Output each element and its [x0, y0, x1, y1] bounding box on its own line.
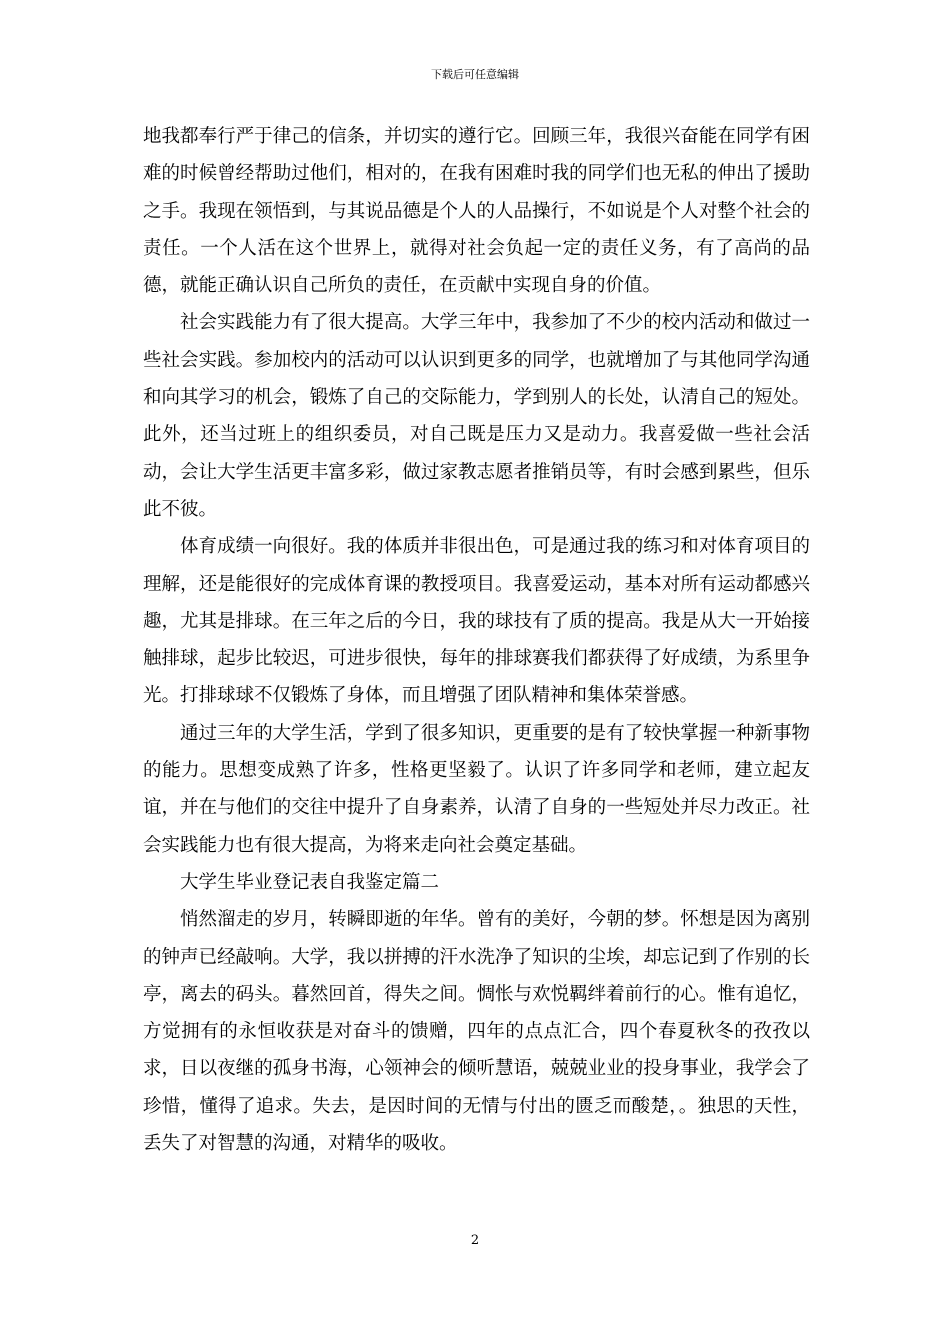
paragraph-reflection: 悄然溜走的岁月，转瞬即逝的年华。曾有的美好，今朝的梦。怀想是因为离别的钟声已经敲响。大学，我以拼搏的汗水洗净了知识的尘埃，却忘记到了作别的长亭，离去的码头。暮然回首，得失之间。惆怅与欢悦羁绊着前行的心。惟有追忆，方觉拥有的永恒收获是对奋斗的馈赠，四年的点点汇合，四个春夏秋冬的孜孜以求，日以夜继的孤身书海，心领神会的倾听慧语，兢兢业业的投身事业，我学会了珍惜，懂得了追求。失去，是因时间的无情与付出的匮乏而酸楚，。独思的天性，丢失了对智慧的沟通，对精华的吸收。: [143, 909, 810, 1155]
paragraph-sports: 体育成绩一向很好。我的体质并非很出色，可是通过我的练习和对体育项目的理解，还是能很好的完成体育课的教授项目。我喜爱运动，基本对所有运动都感兴趣，尤其是排球。在三年之后的今日，我的球技有了质的提高。我是从大一开始接触排球，起步比较迟，可进步很快，每年的排球赛我们都获得了好成绩，为系里争光。打排球球不仅锻炼了身体，而且增强了团队精神和集体荣誉感。: [143, 536, 810, 707]
section-heading: 大学生毕业登记表自我鉴定篇二: [180, 871, 440, 893]
page-number: 2: [470, 1233, 480, 1248]
paragraph-summary: 通过三年的大学生活，学到了很多知识，更重要的是有了较快掌握一种新事物的能力。思想变成熟了许多，性格更坚毅了。认识了许多同学和老师，建立起友谊，并在与他们的交往中提升了自身素养，认清了自身的一些短处并尽力改正。社会实践能力也有很大提高，为将来走向社会奠定基础。: [143, 722, 810, 856]
document-body: [143, 118, 810, 1162]
page-header: 下载后可任意编辑: [431, 68, 519, 81]
paragraph-social-practice: 社会实践能力有了很大提高。大学三年中，我参加了不少的校内活动和做过一些社会实践。参加校内的活动可以认识到更多的同学，也就增加了与其他同学沟通和向其学习的机会，锻炼了自己的交际能力，学到别人的长处，认清自己的短处。此外，还当过班上的组织委员，对自己既是压力又是动力。我喜爱做一些社会活动，会让大学生活更丰富多彩，做过家教志愿者推销员等，有时会感到累些，但乐此不彼。: [143, 312, 810, 520]
paragraph-continuation: 地我都奉行严于律己的信条，并切实的遵行它。回顾三年，我很兴奋能在同学有困难的时候曾经帮助过他们，相对的，在我有困难时我的同学们也无私的伸出了援助之手。我现在领悟到，与其说品德是个人的人品操行，不如说是个人对整个社会的责任。一个人活在这个世界上，就得对社会负起一定的责任义务，有了高尚的品德，就能正确认识自己所负的责任，在贡献中实现自身的价值。: [143, 126, 810, 297]
